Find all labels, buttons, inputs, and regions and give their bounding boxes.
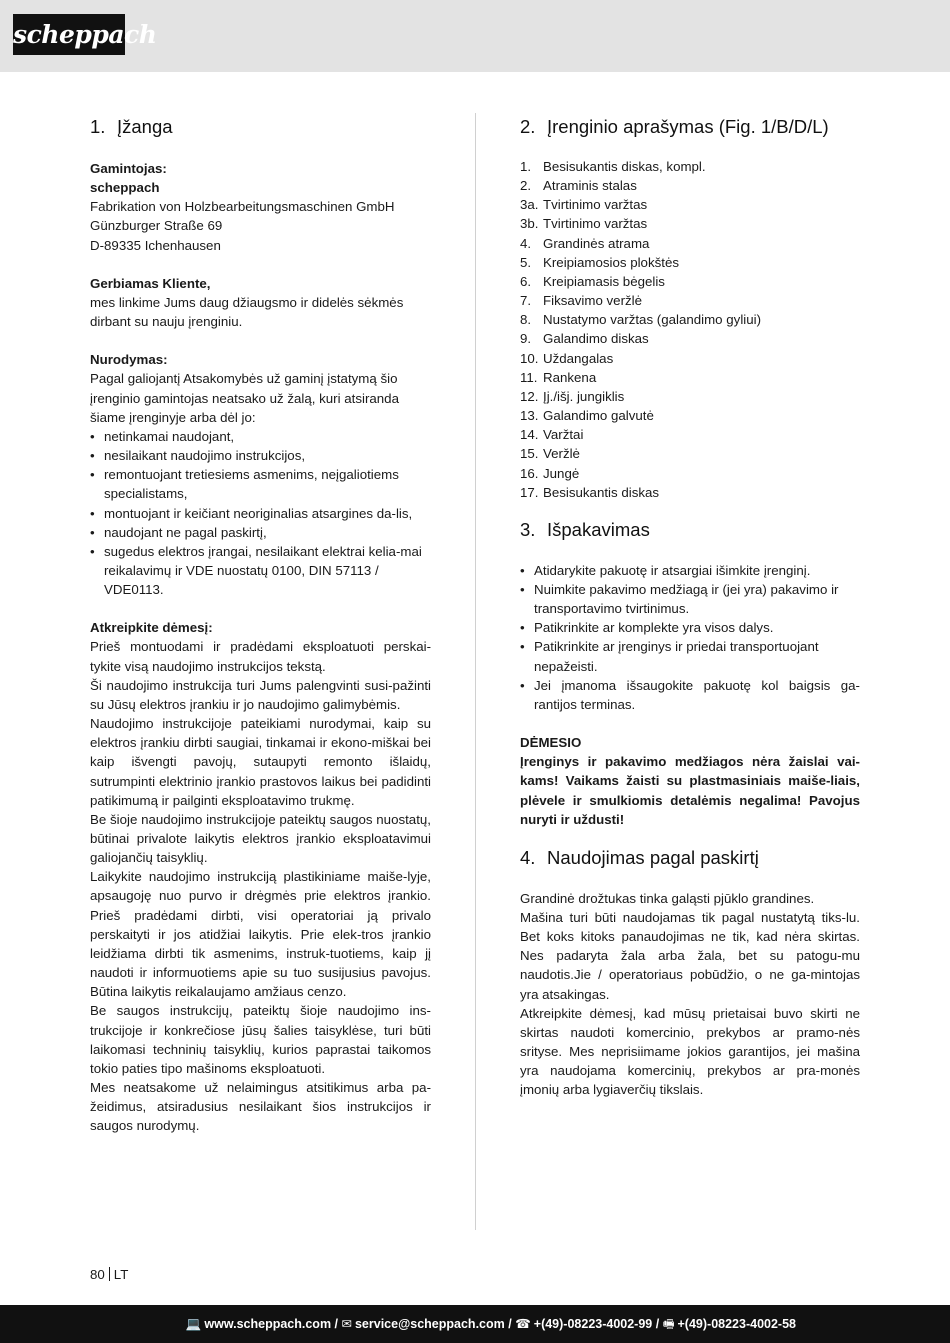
- list-item: 1. Besisukantis diskas, kompl.: [520, 159, 706, 174]
- list-item: 9. Galandimo diskas: [520, 331, 649, 347]
- section-2-number: 2.: [520, 116, 536, 137]
- manufacturer-block: [90, 159, 431, 1136]
- attention-paragraph: Prieš montuodami ir pradėdami eksploatuoti perskai-tykite visą naudojimo instrukcijos tekstą.: [90, 639, 431, 674]
- section-2-title: Įrenginio aprašymas (Fig. 1/B/D/L): [547, 116, 829, 137]
- list-item: 13. Galandimo galvutė: [520, 408, 654, 424]
- list-item: • montuojant ir keičiant neoriginalias atsargines da-lis,: [90, 504, 431, 523]
- list-item: 12. Įj./išj. jungiklis: [520, 388, 625, 404]
- attention-label: Atkreipkite dėmesį:: [90, 620, 213, 636]
- attention-paragraph: Naudojimo instrukcijoje pateikiami nurodymai, kaip su elektros įrankiu dirbti saugiai, tinkamai ir ekono-miškai bei kaip išvengti pavojų, sutaupyti remonto išlaidų, sutrumpinti elektrinio įrankio prastovos laikus bei padidinti patikimumą ir pailginti eksploatavimo trukmę.: [90, 716, 431, 808]
- address-line: Günzburger Straße 69: [90, 218, 223, 234]
- list-item: 6. Kreipiamasis bėgelis: [520, 273, 665, 289]
- phone-icon: ☎: [515, 1317, 531, 1331]
- attention-paragraph: Be saugos instrukcijų, pateiktų šioje naudojimo ins-trukcijoje ir konkrečiose jūsų šalies taisyklėse, turi būti laikomasi techninių taisyklių, kurios paprastai taikomos tokio paties tipo mašinoms eksploatuoti.: [90, 1003, 431, 1076]
- list-item: • Patikrinkite ar įrenginys ir priedai transportuojant nepažeisti.: [520, 637, 860, 675]
- warning-text: Įrenginys ir pakavimo medžiagos nėra žaislai vai-kams! Vaikams žaisti su plastmasiniais maiše-liais, plėvele ir smulkiomis detalėmis negalima! Pavojus nuryti ir uždusti!: [520, 754, 860, 827]
- footer-email[interactable]: service@scheppach.com /: [354, 1317, 512, 1331]
- usage-paragraph: Mašina turi būti naudojamas tik pagal nustatytą tiks-lu. Bet koks kitoks panaudojimas ne tik, kad nėra skirtas. Nes padaryta žala arba žala, bet su patogu-mu naudotis.Jie / operatoriaus pobūdžio, o ne ga-mintojas yra atsakingas.: [520, 910, 860, 1002]
- usage-paragraph: Atkreipkite dėmesį, kad mūsų prietaisai buvo skirti ne skirtas naudoti komercinio, prekybos ar pramo-nės srityse. Mes neprisiimame jokios garantijos, jei mašina yra naudojama komercinių, prekybos ar pra-monės įmonių arba lygiaverčių tikslais.: [520, 1005, 860, 1098]
- section-1-number: 1.: [90, 116, 106, 137]
- manufacturer-name: scheppach: [90, 180, 160, 196]
- list-item: • netinkamai naudojant,: [90, 427, 431, 446]
- attention-paragraph: Ši naudojimo instrukcija turi Jums palengvinti susi-pažinti su Jūsų elektros įrankiu ir jo naudojimo galimybėmis.: [90, 677, 431, 712]
- note-list: [90, 427, 431, 599]
- page-separator: [109, 1267, 110, 1281]
- address-line: D-89335 Ichenhausen: [90, 237, 221, 253]
- list-item: • sugedus elektros įrangai, nesilaikant elektrai kelia-mai reikalavimų ir VDE nuostatų 0100, DIN 57113 / VDE0113.: [90, 542, 431, 599]
- fax-icon: 🖷: [662, 1317, 675, 1331]
- section-4-title: Naudojimas pagal paskirtį: [547, 846, 759, 868]
- scheppach-logo: scheppach: [13, 14, 125, 55]
- warning-label: DĖMESIO: [520, 735, 582, 751]
- section-3-title: Išpakavimas: [547, 518, 650, 540]
- list-item: 11. Rankena: [520, 369, 597, 385]
- attention-paragraph: Laikykite naudojimo instrukciją plastikiniame maiše-lyje, apsaugoję nuo purvo ir drėgmės prie elektros įrankio. Prieš pradėdami dirbti, visi operatoriai ją privalo perskaityti ir jos atidžiai laikytis. Prie elek-tros įrankio leidžiama dirbti tik asmenims, instruk-tuotiems, kaip jį naudoti ir informuotiems apie su tuo susijusius pavojus. Būtina laikytis reikalaujamo amžiaus cenzo.: [90, 869, 431, 1000]
- contact-footer: [0, 1305, 950, 1343]
- column-divider: [475, 113, 476, 1230]
- parts-list: [520, 157, 860, 502]
- attention-paragraph: Be šioje naudojimo instrukcijoje pateiktų saugos nuostatų, būtinai privalote laikytis elektros įrankio eksploatavimui galiojančių taisyklių.: [90, 811, 431, 866]
- left-column: [90, 113, 431, 1136]
- list-item: 10. Uždangalas: [520, 350, 614, 366]
- manufacturer-label: Gamintojas:: [90, 161, 167, 176]
- section-1-title: Įžanga: [117, 116, 173, 137]
- note-text: Pagal galiojantį Atsakomybės už gaminį įstatymą šio įrenginio gamintojas neatsako už žalą, kuri atsiranda šiame įrenginyje arba dėl jo:: [90, 371, 399, 425]
- footer-fax: +(49)-08223-4002-58: [677, 1317, 796, 1331]
- section-4-heading: [520, 844, 860, 872]
- page-number-value: 80: [90, 1267, 105, 1282]
- greeting-text: mes linkime Jums daug džiaugsmo ir didelės sėkmės dirbant su nauju įrenginiu.: [90, 294, 404, 330]
- section-4-number: 4.: [520, 846, 536, 868]
- list-item: 14. Varžtai: [520, 427, 584, 443]
- footer-website[interactable]: www.scheppach.com /: [204, 1317, 339, 1331]
- header-bar: [0, 0, 950, 72]
- list-item: 3a. Tvirtinimo varžtas: [520, 197, 648, 213]
- list-item: • Nuimkite pakavimo medžiagą ir (jei yra) pakavimo ir transportavimo tvirtinimus.: [520, 580, 860, 618]
- list-item: 8. Nustatymo varžtas (galandimo gyliui): [520, 312, 762, 328]
- section-3-heading: [520, 516, 860, 544]
- list-item: • nesilaikant naudojimo instrukcijos,: [90, 446, 431, 465]
- list-item: • remontuojant tretiesiems asmenims, neįgaliotiems specialistams,: [90, 465, 431, 503]
- right-column: [520, 113, 860, 1100]
- list-item: 16. Jungė: [520, 465, 580, 481]
- address-line: Fabrikation von Holzbearbeitungsmaschinen GmbH: [90, 199, 395, 215]
- footer-phone: +(49)-08223-4002-99 /: [533, 1317, 660, 1331]
- section-1-heading: [90, 113, 431, 141]
- section-3-number: 3.: [520, 518, 536, 540]
- warning-block: [520, 733, 860, 829]
- list-item: 2. Atraminis stalas: [520, 178, 637, 194]
- mail-icon: ✉: [341, 1317, 352, 1331]
- greeting-label: Gerbiamas Kliente,: [90, 275, 211, 291]
- list-item: • naudojant ne pagal paskirtį,: [90, 523, 431, 542]
- attention-paragraph: Mes neatsakome už nelaimingus atsitikimus arba pa-žeidimus, atsiradusius nesilaikant šios instrukcijos ir saugos nurodymų.: [90, 1080, 431, 1134]
- page-language: LT: [113, 1267, 129, 1282]
- list-item: 4. Grandinės atrama: [520, 235, 650, 251]
- list-item: • Jei įmanoma išsaugokite pakuotę kol baigsis ga-rantijos terminas.: [520, 676, 860, 714]
- list-item: 5. Kreipiamosios plokštės: [520, 254, 679, 270]
- usage-paragraph: Grandinė drožtukas tinka galąsti pjūklo grandines.: [520, 890, 815, 906]
- list-item: 17. Besisukantis diskas: [520, 484, 660, 500]
- list-item: 3b. Tvirtinimo varžtas: [520, 216, 648, 232]
- list-item: 15. Veržlė: [520, 446, 580, 462]
- computer-icon: 💻: [185, 1317, 202, 1331]
- section-2-heading: [520, 113, 860, 141]
- note-label: Nurodymas:: [90, 352, 168, 368]
- list-item: • Atidarykite pakuotę ir atsargiai išimkite įrenginį.: [520, 561, 860, 580]
- page-number: [90, 1265, 128, 1284]
- list-item: • Patikrinkite ar komplekte yra visos dalys.: [520, 618, 860, 637]
- usage-block: [520, 889, 860, 1100]
- unpack-list: [520, 561, 860, 714]
- list-item: 7. Fiksavimo veržlė: [520, 293, 643, 309]
